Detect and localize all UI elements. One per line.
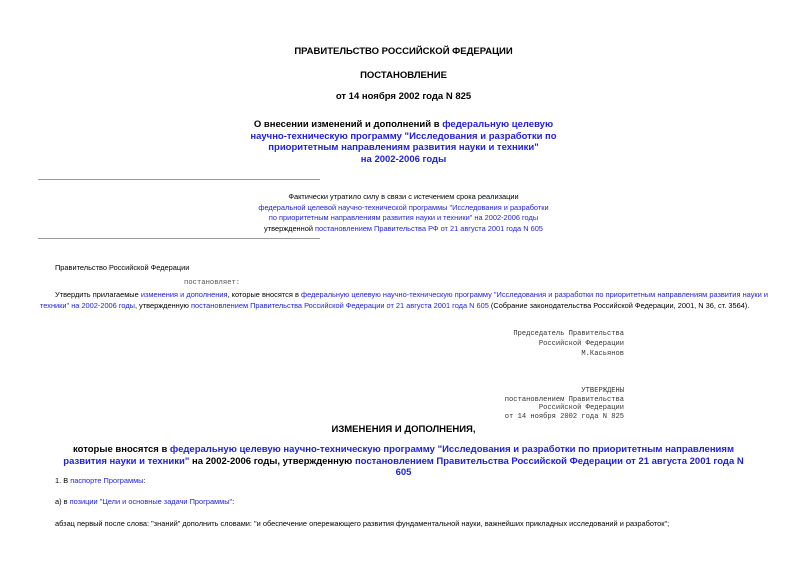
status-link-decree[interactable]: постановлением Правительства РФ от 21 августа 2001 года N 605 [315,223,543,233]
para-link-program[interactable]: федеральную целевую научно-техническую программу "Исследования и разработки по приоритетным направлениям развития науки и техники" на 2002-2006 годы [40,290,769,310]
signature-block [494,330,624,359]
item-abzac: абзац первый после слова: "знаний" дополнить словами: "и обеспечение опережающего развития фундаментальной науки, важнейших прикладных исследований и разработок"; [55,519,670,528]
subject-link-line2: научно-техническую программу "Исследования и разработки по [250,130,557,142]
para-link-decree[interactable]: постановлением Правительства Российской Федерации от 21 августа 2001 года N 605 [191,301,489,310]
status-note [230,192,577,234]
subject-link-line1: федеральную целевую [442,119,554,130]
status-link-program-2[interactable]: по приоритетным направлениям развития науки и техники" на 2002-2006 годы [268,213,539,223]
changes-subtitle [60,444,747,479]
approved-block [490,387,624,421]
signature-position: Председатель Правительства [513,330,624,338]
approved-date: от 14 ноября 2002 года N 825 [504,412,624,421]
status-link-program-1[interactable]: федеральной целевой научно-технической программы "Исследования и разработки [258,202,549,212]
changes-sub-text-1: которые вносятся в [73,444,170,455]
approved-title: УТВЕРЖДЕНЫ [581,387,624,395]
subject-link-line4: на 2002-2006 годы [360,153,447,165]
body-postanovlyaet: постановляет: [184,279,241,287]
changes-title: ИЗМЕНЕНИЯ И ДОПОЛНЕНИЯ, [331,424,476,435]
status-line: Фактически утратило силу в связи с истечением срока реализации [288,192,519,201]
decree-type-title: ПОСТАНОВЛЕНИЕ [360,70,447,81]
changes-link-decree[interactable]: постановлением Правительства Российской Федерации от 21 августа 2001 года N 605 [354,455,744,479]
divider-top [38,179,320,180]
status-approved-line [230,224,577,235]
decree-subject [200,119,607,165]
changes-link-program[interactable]: федеральную целевую научно-техническую программу "Исследования и разработки по приоритетным направлениям развития науки и техники" [63,444,734,467]
body-paragraph [40,289,768,311]
para-text-2: , которые вносятся в [227,290,302,299]
status-approved-prefix: утвержденной [264,223,316,233]
approved-country: Российской Федерации [538,404,624,413]
para-link-changes[interactable]: изменения и дополнения [140,290,228,299]
subject-prefix: О внесении изменений и дополнений в [253,119,443,130]
item1-suffix: : [143,476,146,485]
divider-bottom [38,238,320,239]
item-a-prefix: а) в [55,497,70,506]
approved-by: постановлением Правительства [504,395,624,404]
changes-sub-text-2: на 2002-2006 годы, утвержденную [189,455,355,467]
decree-date: от 14 ноября 2002 года N 825 [335,91,472,102]
body-government: Правительство Российской Федерации [55,263,190,272]
signature-name: М.Касьянов [581,349,624,358]
government-title: ПРАВИТЕЛЬСТВО РОССИЙСКОЙ ФЕДЕРАЦИИ [294,46,513,57]
signature-country: Российской Федерации [538,339,624,348]
subject-link-line3: приоритетным направлениям развития науки и техники" [268,142,539,154]
item1-prefix: 1. В [55,476,71,485]
item-a-suffix: : [232,497,235,506]
item-1 [55,476,146,485]
item-a [55,497,234,506]
para-text-1: Утвердить прилагаемые [55,290,141,299]
para-text-3: , утвержденную [134,301,192,310]
item1-link-passport[interactable]: паспорте Программы [70,476,144,485]
para-text-4: (Собрание законодательства Российской Федерации, 2001, N 36, ст. 3564). [488,301,750,310]
item-a-link-goals[interactable]: позиции "Цели и основные задачи Программы" [69,497,233,506]
